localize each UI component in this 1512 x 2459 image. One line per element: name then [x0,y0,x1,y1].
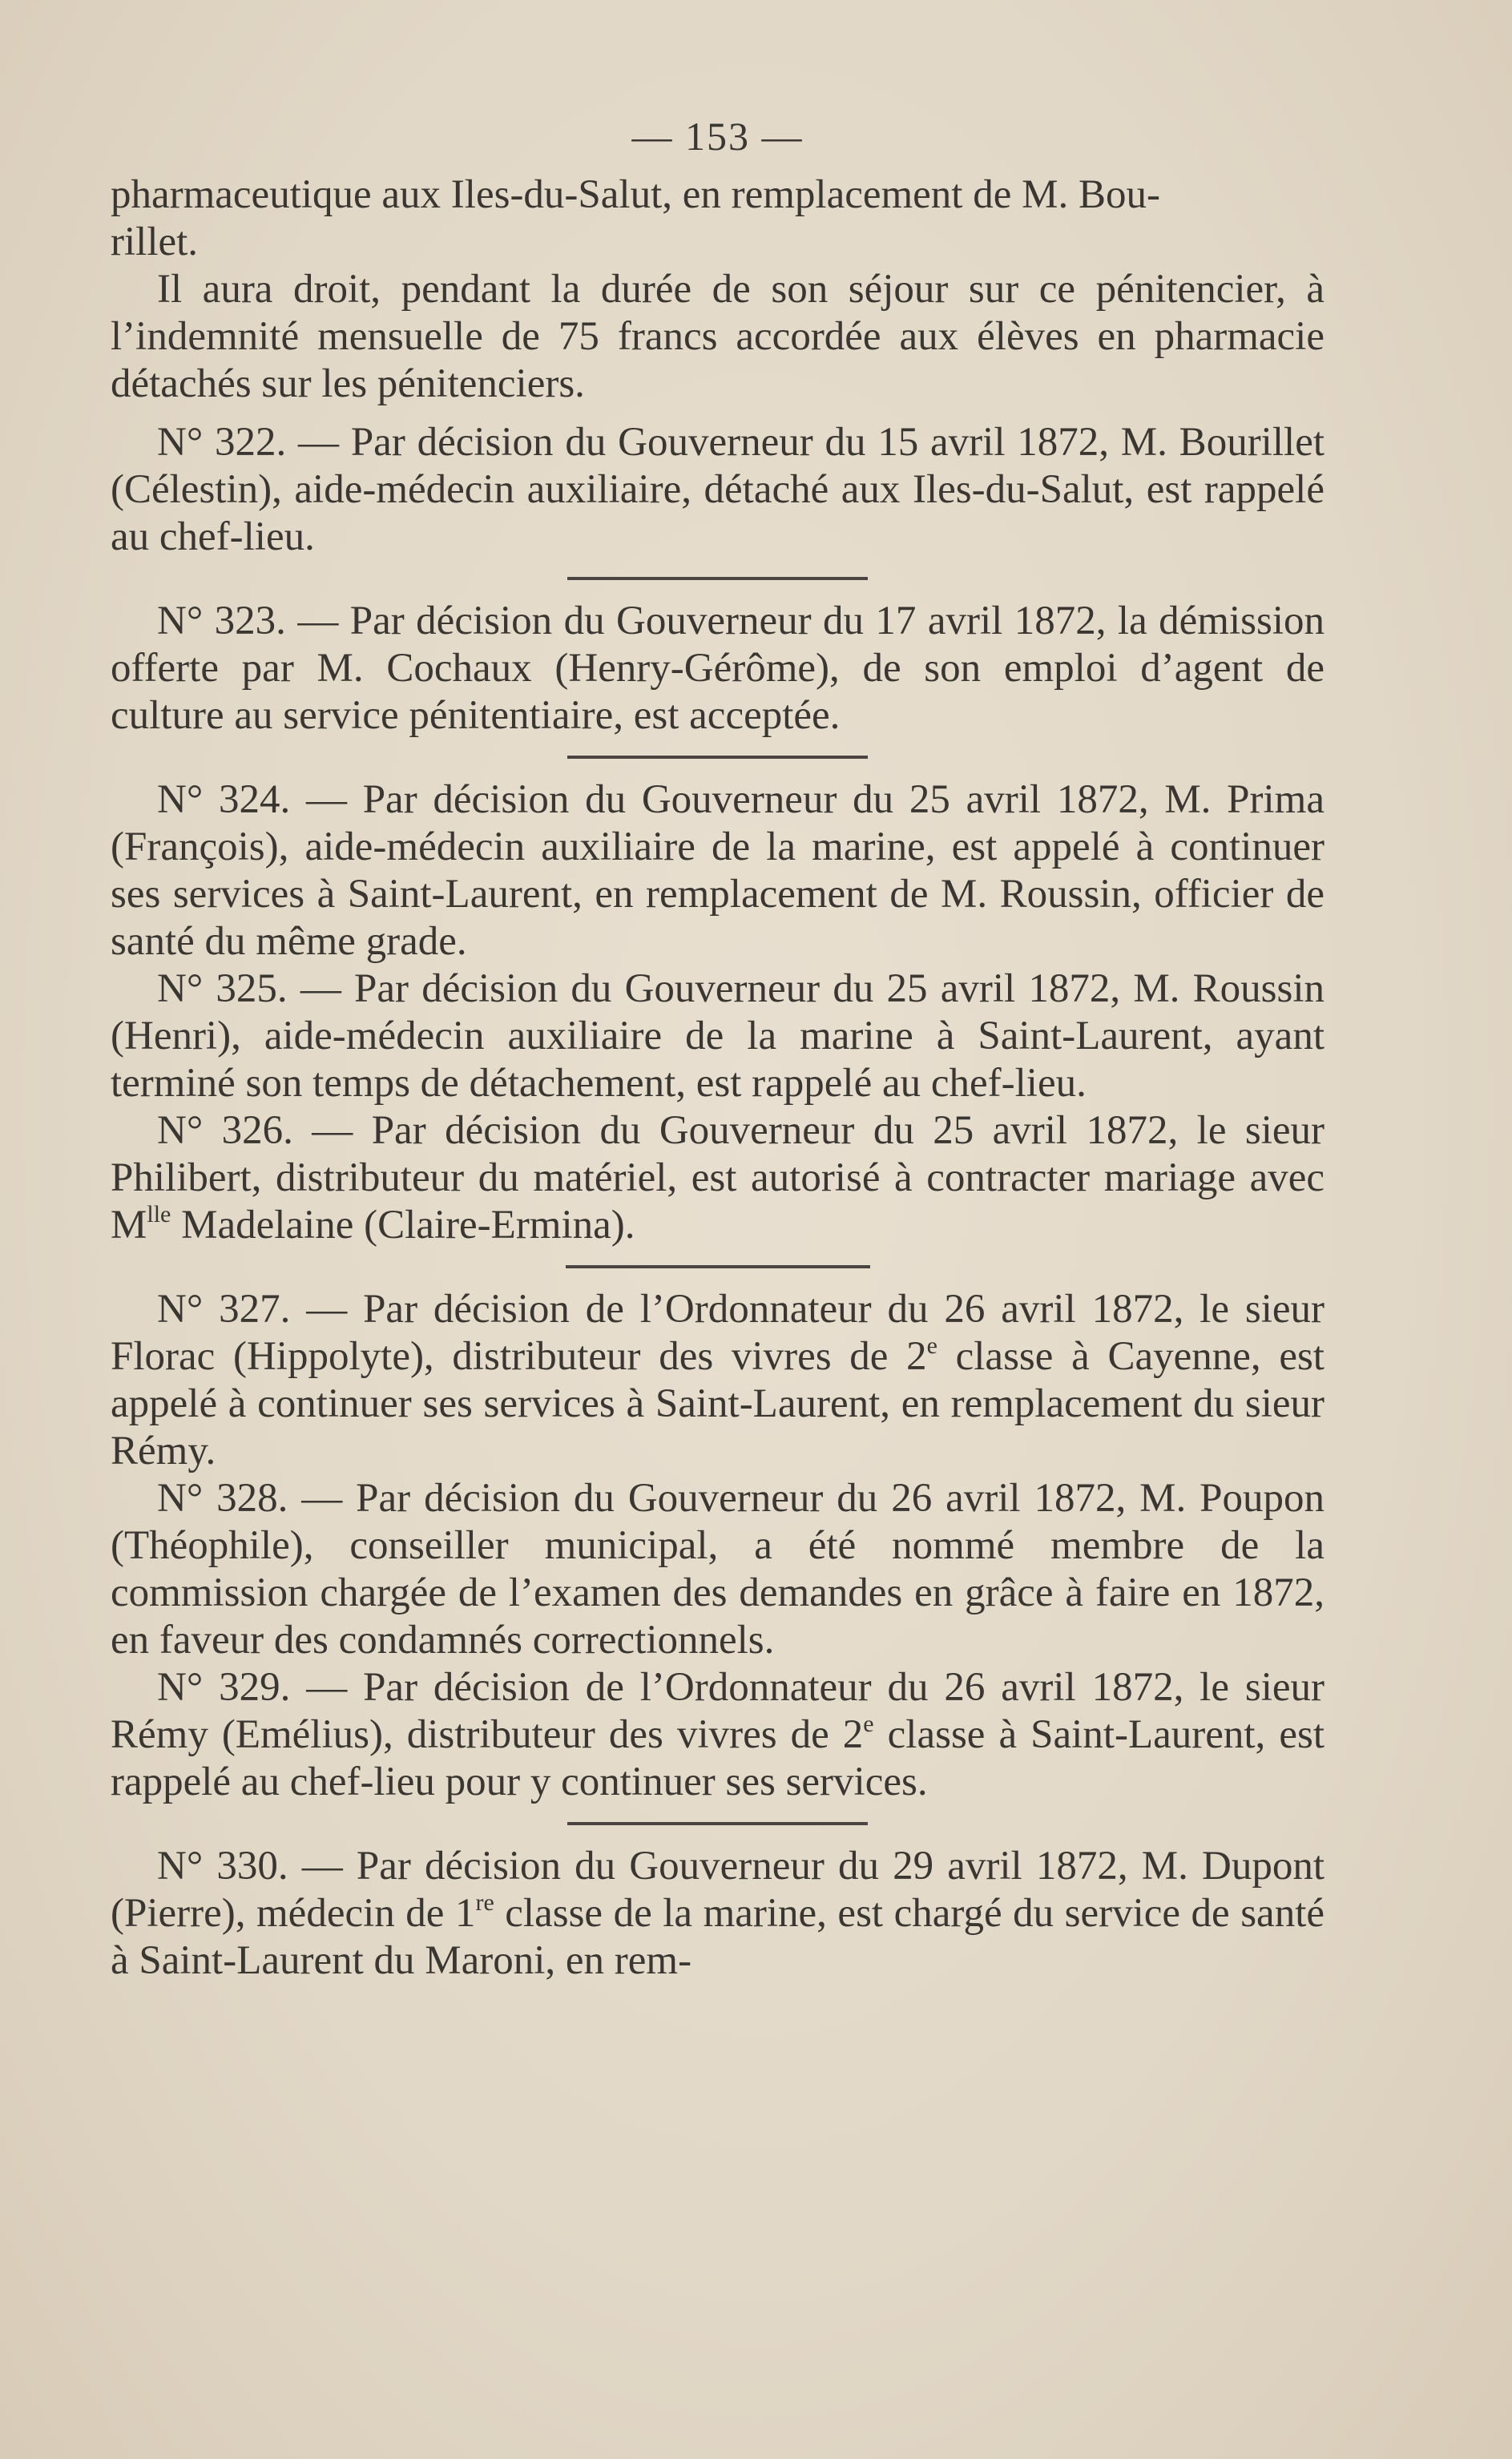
decision-327-superscript: e [926,1332,937,1359]
decision-322: N° 322. — Par décision du Gouverneur du 15 avril 1872, M. Bourillet (Célestin), aide-médecin auxiliaire, détaché aux Iles-du-Salut, est rappelé au chef-lieu. [111,420,1325,559]
continuation-line [111,171,1325,266]
decision-323: N° 323. — Par décision du Gouverneur du 17 avril 1872, la démission offerte par M. Cochaux (Henry-Gérôme), de son emploi d’agent de culture au service pénitentiaire, est acceptée. [111,599,1325,738]
decision-326-superscript: lle [147,1201,171,1227]
text-column [111,112,1325,1985]
decision-325: N° 325. — Par décision du Gouverneur du 25 avril 1872, M. Roussin (Henri), aide-médecin auxiliaire de la marine à Saint-Laurent, ayant terminé son temps de détachement, est rappelé au chef-lieu. [111,966,1325,1106]
decision-326-text-a: N° 326. — Par décision du Gouverneur du 25 avril 1872, le sieur Philibert, distributeur du matériel, est autorisé à contracter mariage avec M [111,1108,1325,1248]
decision-330-text-b: classe de la marine, est chargé du service de santé à Saint-Laurent du Maroni, en rem- [111,1891,1325,1983]
decision-327-text-a: N° 327. — Par décision de l’Ordonnateur du 26 avril 1872, le sieur Florac (Hippolyte), distributeur des vivres de 2 [111,1287,1325,1379]
paragraph-indemnite: Il aura droit, pendant la durée de son séjour sur ce pénitencier, à l’indemnité mensuelle de 75 francs accordée aux élèves en pharmacie détachés sur les pénitenciers. [111,267,1325,406]
decision-324: N° 324. — Par décision du Gouverneur du 25 avril 1872, M. Prima (François), aide-médecin auxiliaire de la marine, est appelé à continuer ses services à Saint-Laurent, en remplacement de M. Roussin, officier de santé du même grade. [111,777,1325,964]
decision-330-text-a: N° 330. — Par décision du Gouverneur du 29 avril 1872, M. Dupont (Pierre), médecin de 1 [111,1844,1325,1936]
decision-329-superscript: e [863,1711,874,1737]
decision-327-text-b: classe à Cayenne, est appelé à continuer ses services à Saint-Laurent, en remplacement du sieur Rémy. [111,1334,1325,1473]
decision-329 [111,1664,1325,1806]
decision-326-text-b: Madelaine (Claire-Ermina). [171,1203,635,1248]
separator-rule [566,1265,870,1268]
decision-330 [111,1843,1325,1985]
decision-326 [111,1107,1325,1249]
separator-rule [567,577,868,580]
continuation-text-b: rillet. [111,220,199,264]
continuation-text-a: pharmaceutique aux Iles-du-Salut, en remplacement de M. Bou- [111,172,1160,217]
separator-rule [567,1822,868,1825]
page-number: — 153 — [631,114,804,159]
separator-rule [567,756,868,759]
decision-327 [111,1286,1325,1475]
decision-328: N° 328. — Par décision du Gouverneur du 26 avril 1872, M. Poupon (Théophile), conseiller municipal, a été nommé membre de la commission chargée de l’examen des demandes en grâce à faire en 1872, en faveur des condamnés correctionnels. [111,1476,1325,1663]
decision-329-text-a: N° 329. — Par décision de l’Ordonnateur du 26 avril 1872, le sieur Rémy (Emélius), distributeur des vivres de 2 [111,1665,1325,1757]
decision-330-superscript: re [475,1889,494,1916]
decision-329-text-b: classe à Saint-Laurent, est rappelé au chef-lieu pour y continuer ses services. [111,1712,1325,1804]
